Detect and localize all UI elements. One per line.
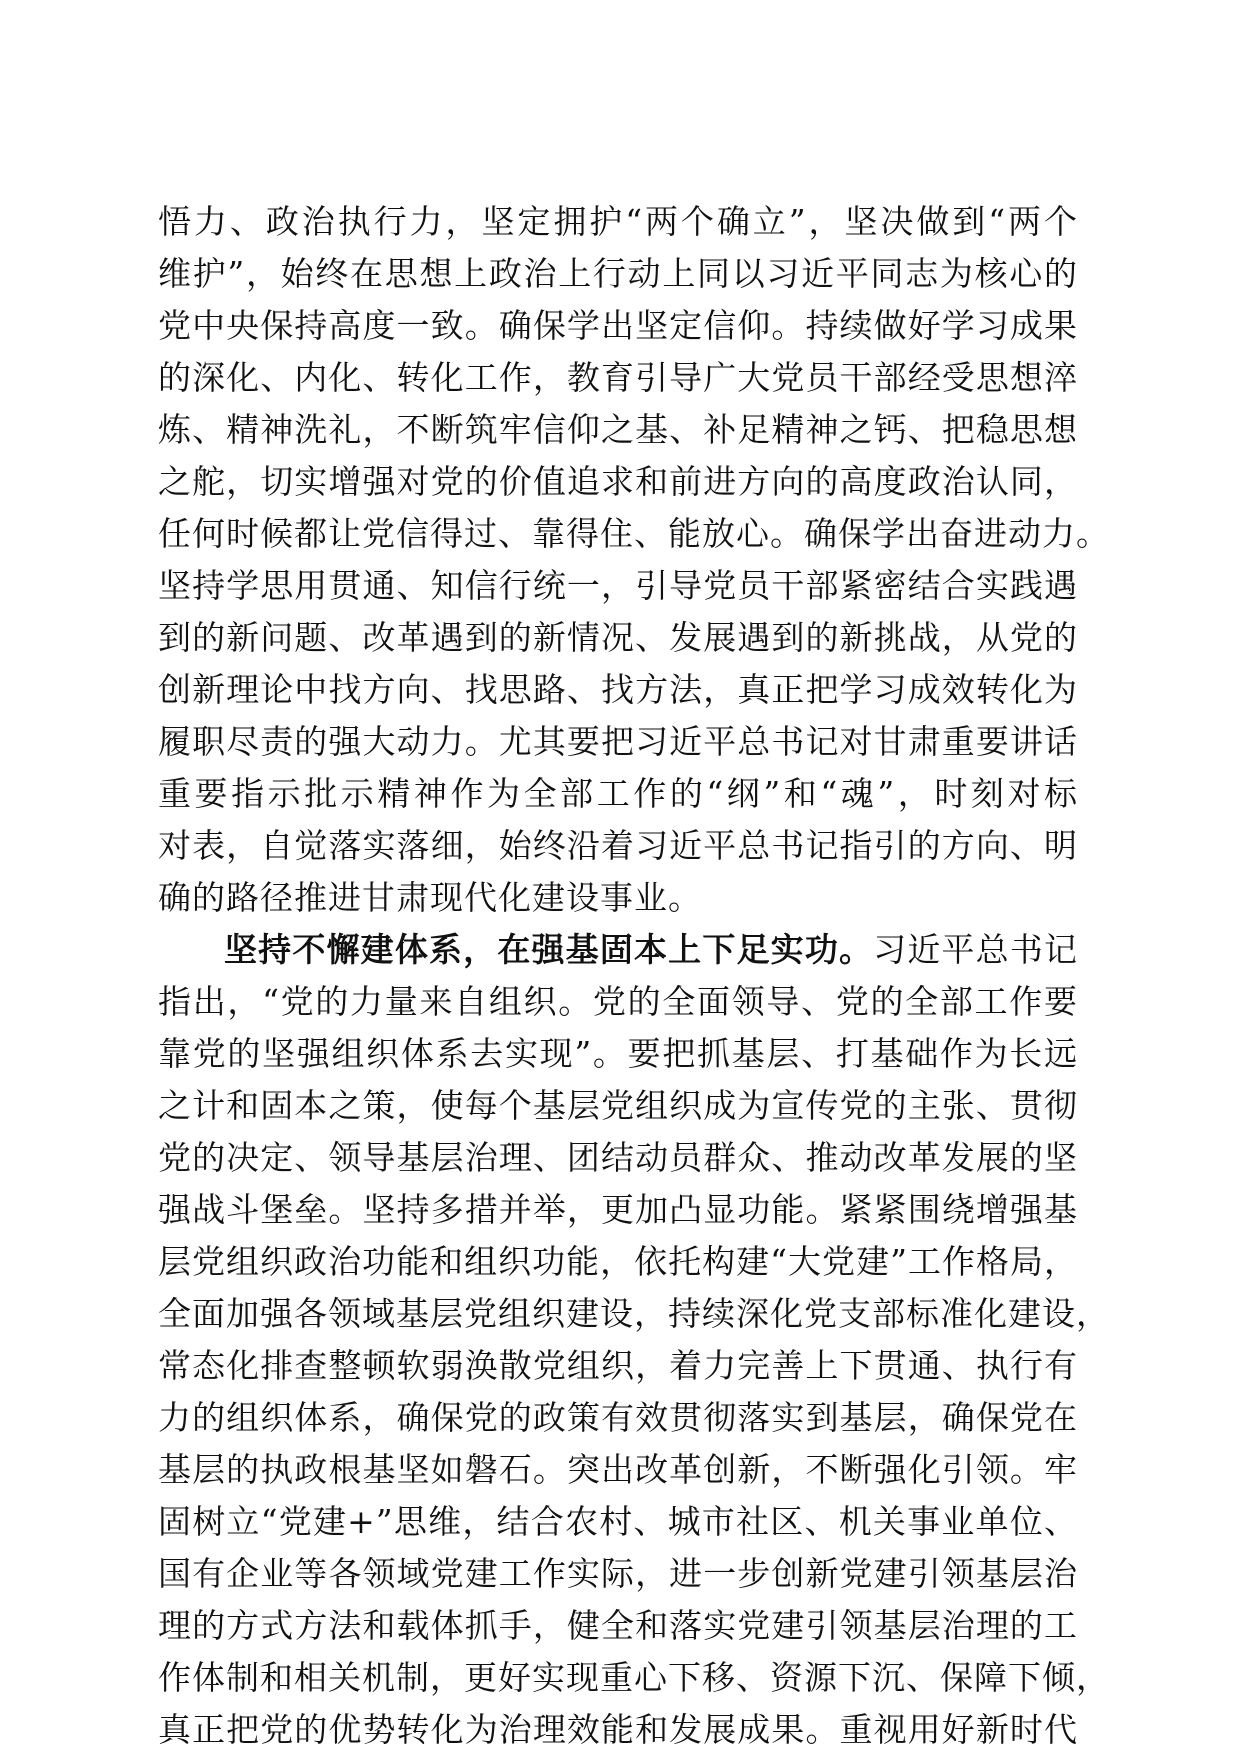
- text-line: 的深化、内化、转化工作，教育引导广大党员干部经受思想淬: [158, 358, 1078, 397]
- text-line: 指出，“党的力量来自组织。党的全面领导、党的全部工作要: [158, 982, 1078, 1021]
- text-line: 炼、精神洗礼，不断筑牢信仰之基、补足精神之钙、把稳思想: [158, 410, 1078, 449]
- paragraph-2-first-line: [158, 924, 1078, 976]
- text-line: 力的组织体系，确保党的政策有效贯彻落实到基层，确保党在: [158, 1398, 1078, 1437]
- document-body: [158, 196, 1110, 1756]
- text-line: 作体制和相关机制，更好实现重心下移、资源下沉、保障下倾，: [158, 1658, 1110, 1697]
- text-line: 任何时候都让党信得过、靠得住、能放心。确保学出奋进动力。: [158, 514, 1110, 553]
- text-line: 履职尽责的强大动力。尤其要把习近平总书记对甘肃重要讲话: [158, 722, 1078, 761]
- text-line: 国有企业等各领域党建工作实际，进一步创新党建引领基层治: [158, 1554, 1078, 1593]
- text-line: 强战斗堡垒。坚持多措并举，更加凸显功能。紧紧围绕增强基: [158, 1190, 1078, 1229]
- text-line: 基层的执政根基坚如磐石。突出改革创新，不断强化引领。牢: [158, 1450, 1078, 1489]
- text-line: 悟力、政治执行力，坚定拥护“两个确立”，坚决做到“两个: [158, 202, 1078, 241]
- text-line: 创新理论中找方向、找思路、找方法，真正把学习成效转化为: [158, 670, 1078, 709]
- text-line: 靠党的坚强组织体系去实现”。要把抓基层、打基础作为长远: [158, 1034, 1078, 1073]
- text-line: 到的新问题、改革遇到的新情况、发展遇到的新挑战，从党的: [158, 618, 1078, 657]
- text-line: 确的路径推进甘肃现代化建设事业。: [158, 878, 702, 917]
- paragraph-1: [158, 196, 1110, 924]
- text-line: 理的方式方法和载体抓手，健全和落实党建引领基层治理的工: [158, 1606, 1078, 1645]
- text-line: 真正把党的优势转化为治理效能和发展成果。重视用好新时代: [158, 1710, 1078, 1749]
- text-line: 固树立“党建+”思维，结合农村、城市社区、机关事业单位、: [158, 1502, 1078, 1541]
- section-heading: 坚持不懈建体系，在强基固本上下足实功。: [224, 930, 874, 969]
- text-line: 之计和固本之策，使每个基层党组织成为宣传党的主张、贯彻: [158, 1086, 1078, 1125]
- text-line: 之舵，切实增强对党的价值追求和前进方向的高度政治认同，: [158, 462, 1078, 501]
- text-line: 维护”，始终在思想上政治上行动上同以习近平同志为核心的: [158, 254, 1078, 293]
- heading-followup-text: 习近平总书记: [873, 930, 1079, 969]
- text-line: 常态化排查整顿软弱涣散党组织，着力完善上下贯通、执行有: [158, 1346, 1078, 1385]
- paragraph-2: [158, 924, 1110, 1756]
- text-line: 对表，自觉落实落细，始终沿着习近平总书记指引的方向、明: [158, 826, 1078, 865]
- text-line: 重要指示批示精神作为全部工作的“纲”和“魂”，时刻对标: [158, 774, 1078, 813]
- text-line: 坚持学思用贯通、知信行统一，引导党员干部紧密结合实践遇: [158, 566, 1078, 605]
- text-line: 全面加强各领域基层党组织建设，持续深化党支部标准化建设，: [158, 1294, 1110, 1333]
- text-line: 党的决定、领导基层治理、团结动员群众、推动改革发展的坚: [158, 1138, 1078, 1177]
- text-line: 层党组织政治功能和组织功能，依托构建“大党建”工作格局，: [158, 1242, 1078, 1281]
- text-line: 党中央保持高度一致。确保学出坚定信仰。持续做好学习成果: [158, 306, 1078, 345]
